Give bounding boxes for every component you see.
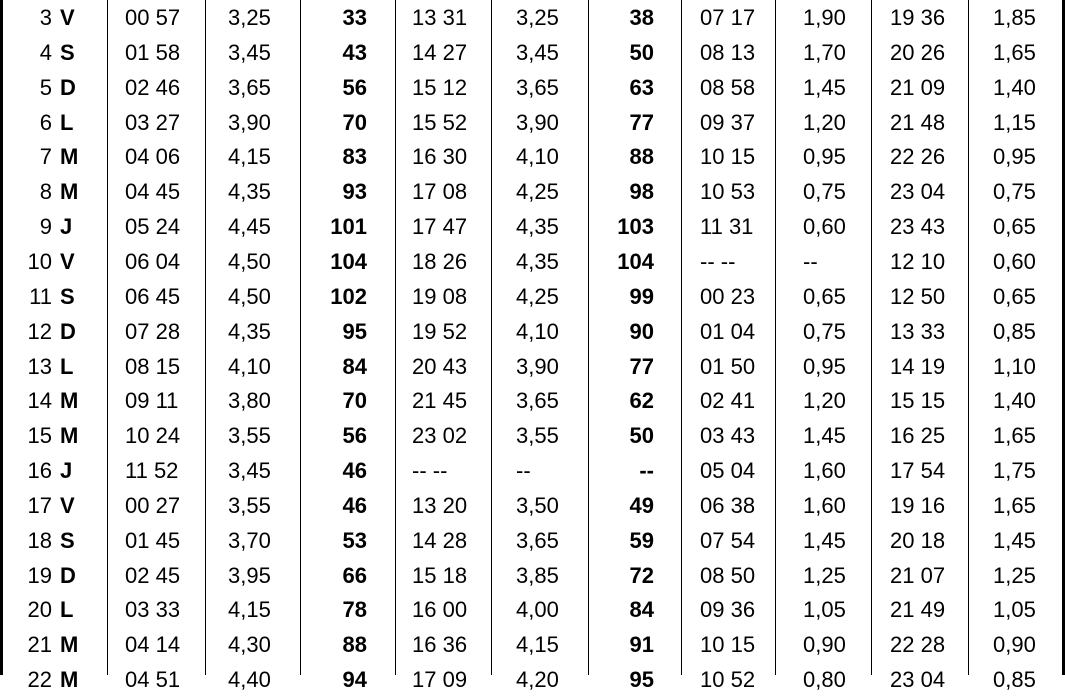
high-tide-2-time: 17 08: [412, 179, 468, 205]
low-tide-2-height: 1,25: [993, 562, 1036, 588]
low-tide-1-time: 01 50: [700, 353, 756, 379]
low-tide-2-height: 1,40: [993, 74, 1036, 100]
tide-coefficient-1: 53: [342, 527, 367, 553]
high-tide-2-height: 3,65: [516, 527, 559, 553]
table-row: [0, 558, 1065, 593]
day-number: 22: [27, 667, 52, 693]
high-tide-1-time: 04 51: [125, 667, 181, 693]
high-tide-2-height: 3,90: [516, 109, 559, 135]
low-tide-2-height: 0,95: [993, 144, 1036, 170]
tide-coefficient-2: --: [639, 458, 654, 484]
high-tide-2-time: 16 00: [412, 597, 468, 623]
low-tide-2-height: 1,10: [993, 353, 1036, 379]
day-number: 11: [29, 283, 52, 309]
low-tide-1-time: 09 37: [700, 109, 756, 135]
low-tide-2-time: 19 36: [890, 5, 946, 30]
day-number: 6: [39, 109, 52, 135]
low-tide-2-height: 0,65: [993, 283, 1036, 309]
table-row: [0, 139, 1065, 174]
tide-coefficient-1: 70: [342, 109, 367, 135]
high-tide-2-time: 20 43: [412, 353, 468, 379]
high-tide-1-time: 06 04: [125, 248, 181, 274]
table-row: [0, 209, 1065, 244]
low-tide-1-height: 1,20: [803, 109, 846, 135]
table-row: [0, 349, 1065, 384]
high-tide-2-height: 3,90: [516, 353, 559, 379]
weekday-letter: M: [60, 144, 79, 170]
low-tide-1-time: 05 04: [700, 458, 756, 484]
high-tide-2-height: 3,25: [516, 5, 559, 30]
high-tide-2-height: 3,65: [516, 74, 559, 100]
tide-coefficient-2: 98: [629, 179, 654, 205]
low-tide-2-height: 0,90: [993, 632, 1036, 658]
low-tide-2-time: 21 09: [890, 74, 946, 100]
high-tide-1-time: 11 52: [125, 458, 179, 484]
tide-coefficient-2: 77: [629, 353, 654, 379]
table-row: [0, 35, 1065, 70]
low-tide-1-height: 1,45: [803, 423, 846, 449]
low-tide-1-time: 11 31: [700, 214, 754, 240]
tide-coefficient-2: 91: [629, 632, 654, 658]
high-tide-1-time: 03 27: [125, 109, 181, 135]
high-tide-2-time: 16 30: [412, 144, 468, 170]
high-tide-2-height: 4,25: [516, 179, 559, 205]
high-tide-2-height: --: [516, 458, 531, 484]
low-tide-1-height: 1,60: [803, 458, 846, 484]
tide-coefficient-2: 77: [629, 109, 654, 135]
high-tide-2-time: 14 28: [412, 527, 468, 553]
table-row: [0, 627, 1065, 662]
tide-coefficient-1: 83: [342, 144, 367, 170]
low-tide-2-time: 12 50: [890, 283, 946, 309]
high-tide-2-height: 4,25: [516, 283, 559, 309]
high-tide-1-time: 05 24: [125, 214, 181, 240]
tide-coefficient-1: 104: [330, 248, 367, 274]
high-tide-1-time: 07 28: [125, 318, 181, 344]
low-tide-1-height: 0,80: [803, 667, 846, 693]
table-row: [0, 418, 1065, 453]
low-tide-2-time: 23 43: [890, 214, 946, 240]
day-number: 7: [39, 144, 52, 170]
low-tide-2-time: 23 04: [890, 667, 946, 693]
high-tide-2-height: 3,65: [516, 388, 559, 414]
low-tide-2-time: 12 10: [890, 248, 946, 274]
weekday-letter: S: [60, 39, 75, 65]
low-tide-2-height: 1,40: [993, 388, 1036, 414]
high-tide-1-time: 00 27: [125, 492, 181, 518]
day-number: 8: [39, 179, 52, 205]
high-tide-1-time: 03 33: [125, 597, 181, 623]
low-tide-2-height: 0,60: [993, 248, 1036, 274]
tide-coefficient-1: 56: [342, 423, 367, 449]
high-tide-1-height: 4,40: [228, 667, 271, 693]
high-tide-2-time: 13 31: [412, 5, 468, 30]
high-tide-2-height: 4,10: [516, 318, 559, 344]
table-row: [0, 523, 1065, 558]
low-tide-1-time: 10 15: [700, 144, 756, 170]
high-tide-2-time: 13 20: [412, 492, 468, 518]
high-tide-2-time: 23 02: [412, 423, 468, 449]
low-tide-1-time: 00 23: [700, 283, 756, 309]
day-number: 15: [27, 423, 52, 449]
high-tide-2-height: 4,35: [516, 248, 559, 274]
low-tide-1-height: 1,25: [803, 562, 846, 588]
low-tide-2-height: 1,85: [993, 5, 1036, 30]
low-tide-2-height: 1,15: [993, 109, 1036, 135]
table-row: [0, 105, 1065, 140]
high-tide-1-height: 4,30: [228, 632, 271, 658]
tide-coefficient-1: 66: [342, 562, 367, 588]
high-tide-2-time: 18 26: [412, 248, 468, 274]
day-number: 4: [39, 39, 52, 65]
day-number: 20: [27, 597, 52, 623]
high-tide-1-time: 04 45: [125, 179, 181, 205]
high-tide-1-time: 08 15: [125, 353, 181, 379]
tide-coefficient-2: 88: [629, 144, 654, 170]
low-tide-1-time: 10 15: [700, 632, 756, 658]
high-tide-2-height: 3,55: [516, 423, 559, 449]
tide-coefficient-1: 33: [342, 5, 367, 30]
tide-coefficient-1: 95: [342, 318, 367, 344]
low-tide-1-height: 0,90: [803, 632, 846, 658]
high-tide-1-height: 4,50: [228, 283, 271, 309]
low-tide-2-height: 1,75: [993, 458, 1036, 484]
high-tide-1-height: 3,70: [228, 527, 271, 553]
tide-coefficient-1: 46: [342, 492, 367, 518]
high-tide-1-height: 4,35: [228, 179, 271, 205]
tide-coefficient-2: 38: [629, 5, 654, 30]
weekday-letter: S: [60, 527, 75, 553]
high-tide-1-height: 4,15: [228, 597, 271, 623]
low-tide-1-time: 10 52: [700, 667, 756, 693]
tide-coefficient-2: 59: [629, 527, 654, 553]
high-tide-2-height: 3,50: [516, 492, 559, 518]
high-tide-2-time: 19 08: [412, 283, 468, 309]
weekday-letter: M: [60, 632, 79, 658]
weekday-letter: M: [60, 423, 79, 449]
tide-coefficient-1: 84: [342, 353, 367, 379]
tide-coefficient-1: 56: [342, 74, 367, 100]
low-tide-2-height: 0,85: [993, 318, 1036, 344]
weekday-letter: J: [60, 214, 73, 240]
weekday-letter: D: [60, 562, 76, 588]
high-tide-1-height: 4,10: [228, 353, 271, 379]
table-row: [0, 453, 1065, 488]
day-number: 19: [27, 562, 52, 588]
weekday-letter: J: [60, 458, 73, 484]
low-tide-2-time: 13 33: [890, 318, 946, 344]
tide-coefficient-1: 43: [342, 39, 367, 65]
low-tide-1-height: 1,60: [803, 492, 846, 518]
high-tide-1-time: 04 06: [125, 144, 181, 170]
weekday-letter: L: [60, 597, 74, 623]
low-tide-1-time: 07 54: [700, 527, 756, 553]
high-tide-1-time: 02 46: [125, 74, 181, 100]
day-number: 10: [27, 248, 52, 274]
low-tide-2-height: 0,65: [993, 214, 1036, 240]
low-tide-1-height: 1,90: [803, 5, 846, 30]
low-tide-2-height: 1,45: [993, 527, 1036, 553]
high-tide-1-time: 10 24: [125, 423, 181, 449]
day-number: 13: [27, 353, 52, 379]
low-tide-2-time: 22 26: [890, 144, 946, 170]
tide-coefficient-2: 99: [629, 283, 654, 309]
high-tide-1-height: 3,45: [228, 458, 271, 484]
tide-coefficient-2: 103: [617, 214, 654, 240]
weekday-letter: M: [60, 179, 79, 205]
weekday-letter: L: [60, 353, 74, 379]
high-tide-1-height: 3,55: [228, 423, 271, 449]
low-tide-2-time: 14 19: [890, 353, 946, 379]
low-tide-1-height: 1,05: [803, 597, 846, 623]
low-tide-1-height: 0,95: [803, 353, 846, 379]
weekday-letter: D: [60, 318, 76, 344]
low-tide-1-height: 0,95: [803, 144, 846, 170]
day-number: 17: [27, 492, 52, 518]
tide-coefficient-2: 104: [617, 248, 654, 274]
low-tide-2-time: 20 18: [890, 527, 946, 553]
low-tide-1-height: 0,60: [803, 214, 846, 240]
tide-coefficient-2: 95: [629, 667, 654, 693]
low-tide-1-height: 0,75: [803, 179, 846, 205]
weekday-letter: S: [60, 283, 75, 309]
low-tide-2-time: 21 07: [890, 562, 946, 588]
high-tide-2-time: 17 09: [412, 667, 468, 693]
high-tide-2-time: 17 47: [412, 214, 468, 240]
weekday-letter: L: [60, 109, 74, 135]
high-tide-2-height: 3,45: [516, 39, 559, 65]
weekday-letter: M: [60, 667, 79, 693]
low-tide-2-time: 21 48: [890, 109, 946, 135]
tide-coefficient-2: 84: [629, 597, 654, 623]
low-tide-1-height: 1,45: [803, 527, 846, 553]
high-tide-1-height: 3,65: [228, 74, 271, 100]
weekday-letter: M: [60, 388, 79, 414]
high-tide-2-height: 4,10: [516, 144, 559, 170]
tide-coefficient-1: 94: [342, 667, 367, 693]
low-tide-2-time: 19 16: [890, 492, 946, 518]
low-tide-1-height: 1,70: [803, 39, 846, 65]
tide-coefficient-1: 46: [342, 458, 367, 484]
high-tide-2-time: -- --: [412, 458, 448, 484]
tide-coefficient-2: 50: [629, 39, 654, 65]
tide-coefficient-1: 78: [342, 597, 367, 623]
low-tide-2-height: 1,65: [993, 492, 1036, 518]
table-row: [0, 279, 1065, 314]
high-tide-2-time: 16 36: [412, 632, 468, 658]
high-tide-1-time: 00 57: [125, 5, 181, 30]
high-tide-1-height: 4,45: [228, 214, 271, 240]
high-tide-2-time: 21 45: [412, 388, 468, 414]
low-tide-1-time: 10 53: [700, 179, 756, 205]
day-number: 3: [39, 5, 52, 30]
tide-coefficient-1: 70: [342, 388, 367, 414]
table-row: [0, 0, 1065, 35]
high-tide-1-time: 02 45: [125, 562, 181, 588]
high-tide-1-time: 04 14: [125, 632, 181, 658]
low-tide-2-time: 15 15: [890, 388, 946, 414]
low-tide-1-time: 08 50: [700, 562, 756, 588]
high-tide-1-height: 3,80: [228, 388, 271, 414]
high-tide-1-time: 09 11: [125, 388, 179, 414]
day-number: 12: [27, 318, 52, 344]
low-tide-2-height: 0,85: [993, 667, 1036, 693]
low-tide-2-time: 16 25: [890, 423, 946, 449]
day-number: 18: [27, 527, 52, 553]
low-tide-1-time: 07 17: [700, 5, 756, 30]
high-tide-2-time: 15 18: [412, 562, 468, 588]
table-row: [0, 314, 1065, 349]
tide-coefficient-2: 62: [629, 388, 654, 414]
low-tide-1-time: 06 38: [700, 492, 756, 518]
high-tide-2-height: 4,35: [516, 214, 559, 240]
low-tide-2-height: 0,75: [993, 179, 1036, 205]
low-tide-1-height: 0,65: [803, 283, 846, 309]
low-tide-1-time: 01 04: [700, 318, 756, 344]
low-tide-2-time: 22 28: [890, 632, 946, 658]
low-tide-1-height: 0,75: [803, 318, 846, 344]
day-number: 21: [27, 632, 52, 658]
high-tide-2-height: 3,85: [516, 562, 559, 588]
table-row: [0, 662, 1065, 697]
tide-coefficient-2: 49: [629, 492, 654, 518]
low-tide-1-height: 1,45: [803, 74, 846, 100]
table-row: [0, 488, 1065, 523]
high-tide-2-time: 14 27: [412, 39, 468, 65]
low-tide-1-time: -- --: [700, 248, 736, 274]
tide-coefficient-2: 63: [629, 74, 654, 100]
day-number: 14: [27, 388, 52, 414]
high-tide-1-time: 01 45: [125, 527, 181, 553]
tide-coefficient-1: 101: [330, 214, 367, 240]
weekday-letter: V: [60, 248, 75, 274]
high-tide-2-time: 15 12: [412, 74, 468, 100]
high-tide-1-height: 3,55: [228, 492, 271, 518]
low-tide-2-time: 17 54: [890, 458, 946, 484]
high-tide-2-height: 4,20: [516, 667, 559, 693]
table-row: [0, 70, 1065, 105]
tide-coefficient-1: 93: [342, 179, 367, 205]
tide-coefficient-1: 102: [330, 283, 367, 309]
high-tide-1-height: 3,25: [228, 5, 271, 30]
day-number: 16: [27, 458, 52, 484]
low-tide-1-time: 09 36: [700, 597, 756, 623]
low-tide-2-time: 23 04: [890, 179, 946, 205]
tide-coefficient-1: 88: [342, 632, 367, 658]
weekday-letter: V: [60, 5, 75, 30]
table-row: [0, 174, 1065, 209]
high-tide-2-time: 19 52: [412, 318, 468, 344]
low-tide-2-time: 21 49: [890, 597, 946, 623]
high-tide-1-height: 4,50: [228, 248, 271, 274]
tide-coefficient-2: 72: [629, 562, 654, 588]
high-tide-1-time: 01 58: [125, 39, 181, 65]
low-tide-1-height: 1,20: [803, 388, 846, 414]
low-tide-1-time: 03 43: [700, 423, 756, 449]
day-number: 5: [39, 74, 52, 100]
low-tide-1-time: 08 58: [700, 74, 756, 100]
high-tide-1-height: 3,95: [228, 562, 271, 588]
low-tide-2-height: 1,65: [993, 423, 1036, 449]
table-row: [0, 244, 1065, 279]
high-tide-1-height: 3,45: [228, 39, 271, 65]
low-tide-2-height: 1,05: [993, 597, 1036, 623]
weekday-letter: V: [60, 492, 75, 518]
low-tide-2-height: 1,65: [993, 39, 1036, 65]
day-number: 9: [39, 214, 52, 240]
high-tide-2-time: 15 52: [412, 109, 468, 135]
low-tide-1-time: 02 41: [700, 388, 756, 414]
table-row: [0, 592, 1065, 627]
weekday-letter: D: [60, 74, 76, 100]
high-tide-1-height: 4,35: [228, 318, 271, 344]
low-tide-1-time: 08 13: [700, 39, 756, 65]
high-tide-2-height: 4,00: [516, 597, 559, 623]
high-tide-2-height: 4,15: [516, 632, 559, 658]
high-tide-1-height: 4,15: [228, 144, 271, 170]
table-row: [0, 383, 1065, 418]
high-tide-1-height: 3,90: [228, 109, 271, 135]
high-tide-1-time: 06 45: [125, 283, 181, 309]
low-tide-2-time: 20 26: [890, 39, 946, 65]
tide-coefficient-2: 90: [629, 318, 654, 344]
tide-coefficient-2: 50: [629, 423, 654, 449]
low-tide-1-height: --: [803, 248, 818, 274]
